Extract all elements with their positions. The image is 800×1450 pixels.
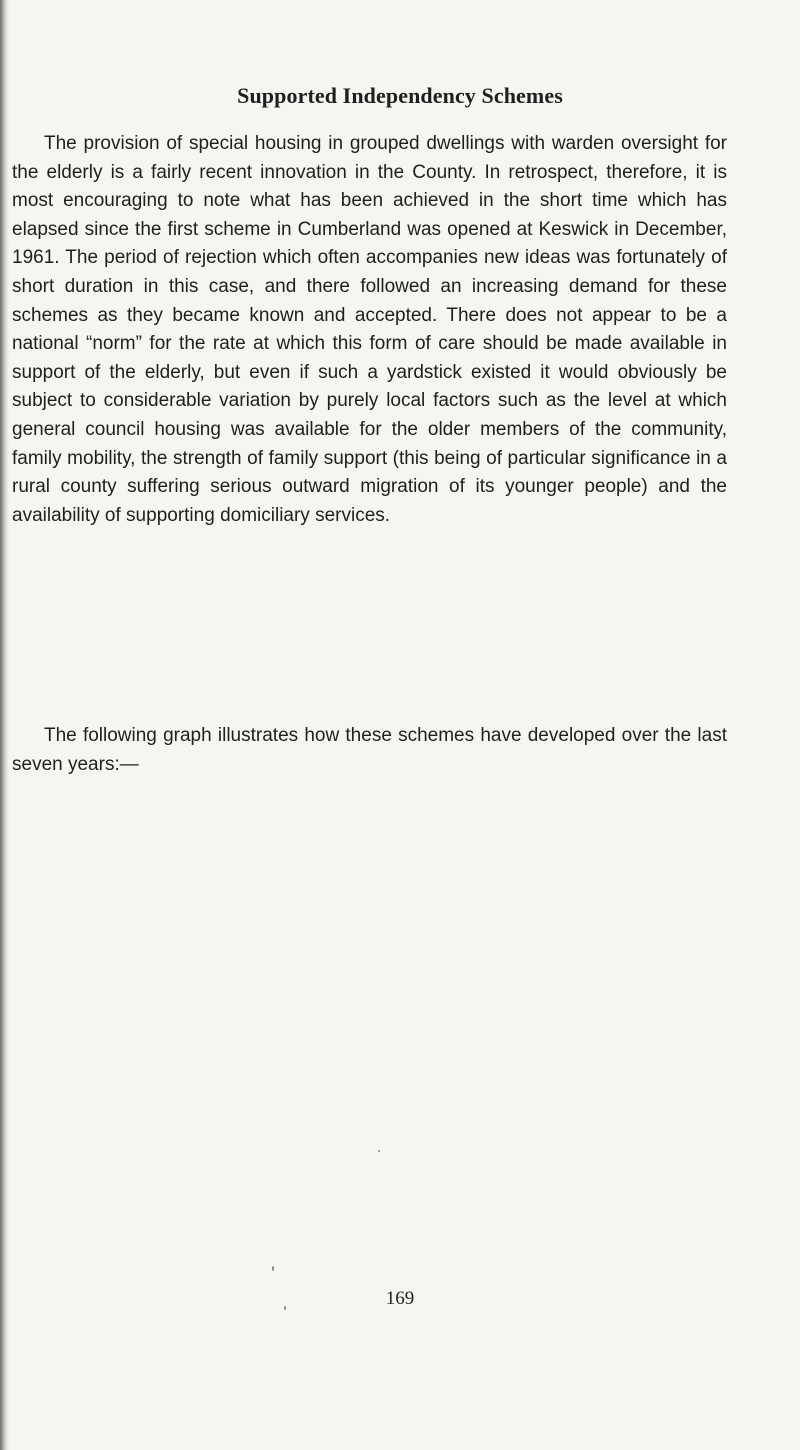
scan-speck xyxy=(378,1150,380,1152)
body-paragraph-intro: The provision of special housing in grouped dwellings with warden oversight for the elderly is a fairly recent innovation in the County. In retrospect, therefore, it is most encouraging to note what has been achieved in the short time which has elapsed since the first scheme in Cumberland was opened at Keswick in December, 1961. The period of rejection which often accompanies new ideas was fortunately of short duration in this case, and there followed an increasing demand for these schemes as they became known and accepted. There does not appear to be a national “norm” for the rate at which this form of care should be made available in support of the elderly, but even if such a yardstick existed it would obviously be subject to considerable variation by purely local factors such as the level at which general council housing was available for the older members of the community, family mobility, the strength of family support (this being of particular significance in a rural county suffering serious outward migration of its younger people) and the availability of supporting domiciliary services. xyxy=(12,133,727,526)
body-paragraph-graph-intro: The following graph illustrates how these schemes have developed over the last seven years:— xyxy=(12,725,727,775)
scan-speck xyxy=(272,1266,274,1271)
scan-speck xyxy=(284,1306,286,1310)
page-title: Supported Independency Schemes xyxy=(237,83,563,108)
page-number: 169 xyxy=(385,1288,415,1309)
